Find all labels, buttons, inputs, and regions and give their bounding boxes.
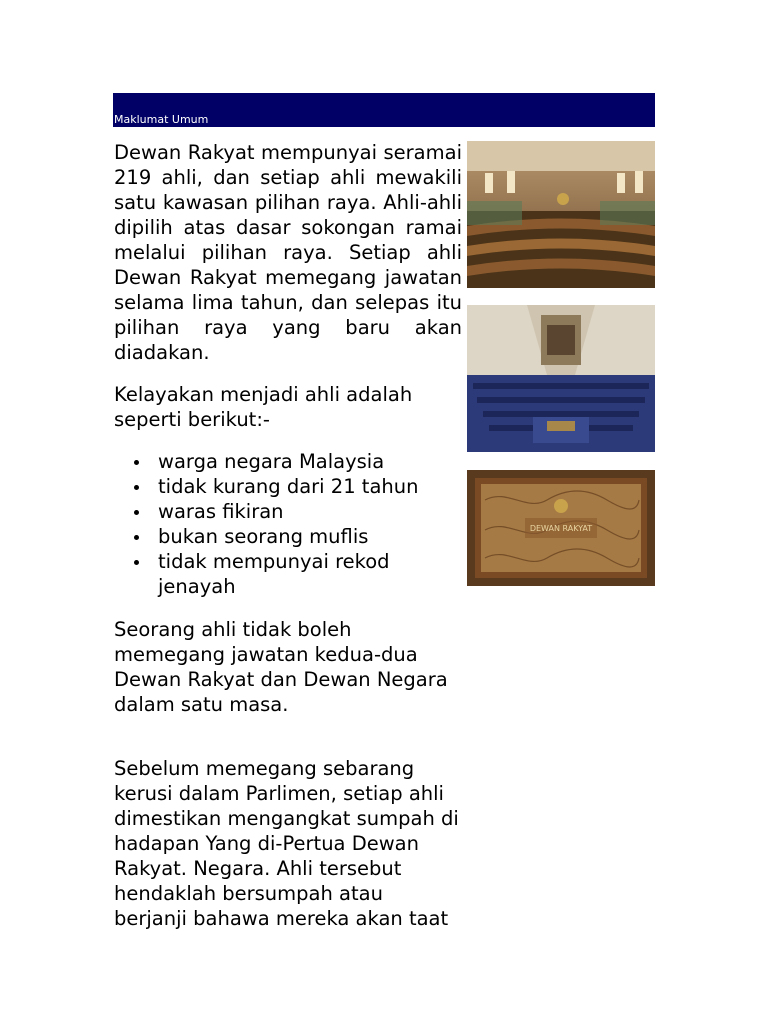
main-content [114, 140, 462, 948]
chamber-seating-photo [467, 305, 655, 452]
intro-paragraph: Dewan Rakyat mempunyai seramai 219 ahli, dan setiap ahli mewakili satu kawasan pilihan raya. Ahli-ahli dipilih atas dasar sokongan ramai melalui pilihan raya. Setiap ahli Dewan Rakyat memegang jawatan selama lima tahun, dan selepas itu pilihan raya yang baru akan diadakan. [114, 141, 462, 364]
list-item: tidak mempunyai rekod jenayah [134, 549, 462, 599]
section-header-bar [113, 93, 655, 127]
chamber-wide-photo [467, 141, 655, 288]
qualifications-heading: Kelayakan menjadi ahli adalah seperti berikut:- [114, 383, 413, 431]
dual-membership-paragraph: Seorang ahli tidak boleh memegang jawatan kedua-dua Dewan Rakyat dan Dewan Negara dalam satu masa. [114, 618, 448, 716]
plaque-text: DEWAN RAKYAT [529, 524, 593, 533]
carved-plaque-photo [467, 470, 655, 586]
section-title: Maklumat Umum [114, 113, 209, 126]
list-item: tidak kurang dari 21 tahun [134, 474, 462, 499]
oath-paragraph: Sebelum memegang sebarang kerusi dalam Parlimen, setiap ahli dimestikan mengangkat sumpah di hadapan Yang di-Pertua Dewan Rakyat. Negara. Ahli tersebut hendaklah bersumpah atau berjanji bahawa mereka akan taat [114, 757, 459, 930]
list-item: waras fikiran [134, 499, 462, 524]
list-item: bukan seorang muflis [134, 524, 462, 549]
qualifications-list [114, 449, 462, 599]
list-item: warga negara Malaysia [134, 449, 462, 474]
